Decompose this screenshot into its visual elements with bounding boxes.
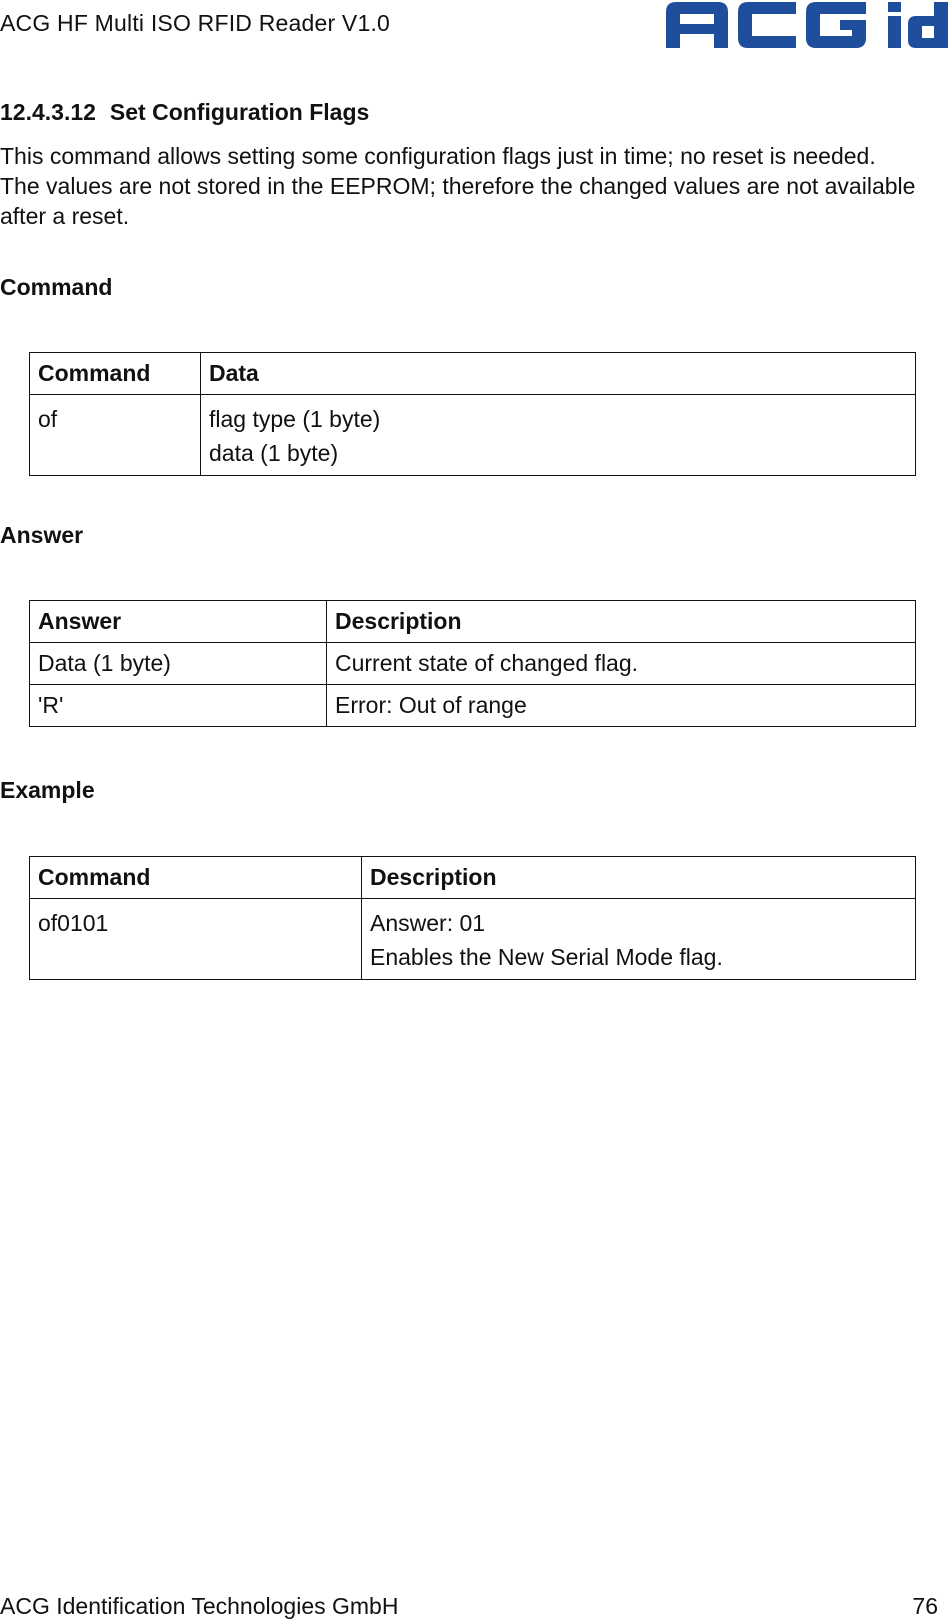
cell-text: of0101 bbox=[38, 910, 109, 936]
table-row bbox=[30, 685, 916, 727]
table-cell-data bbox=[201, 395, 916, 476]
table-cell-description bbox=[362, 899, 916, 980]
answer-subheading: Answer bbox=[0, 522, 84, 548]
column-header-description: Description bbox=[362, 857, 916, 899]
cell-text: Answer: 01 bbox=[370, 910, 486, 936]
example-subheading: Example bbox=[0, 777, 95, 803]
section-intro-paragraph: This command allows setting some configuration flags just in time; no reset is needed. The values are not stored in the EEPROM; therefore the changed values are not available after a reset. bbox=[0, 143, 916, 229]
footer-company-name: ACG Identification Technologies GmbH bbox=[0, 1593, 399, 1619]
table-header-row bbox=[30, 601, 916, 643]
document-header-title: ACG HF Multi ISO RFID Reader V1.0 bbox=[0, 10, 391, 36]
answer-table bbox=[29, 600, 916, 727]
cell-text: of bbox=[38, 406, 58, 432]
column-header-description: Description bbox=[327, 601, 916, 643]
section-number: 12.4.3.12 bbox=[0, 99, 96, 125]
table-cell-command bbox=[30, 395, 201, 476]
table-row bbox=[30, 643, 916, 685]
table-cell-answer: Data (1 byte) bbox=[30, 643, 327, 685]
command-table bbox=[29, 352, 916, 476]
table-header-row bbox=[30, 353, 916, 395]
table-cell-description: Current state of changed flag. bbox=[327, 643, 916, 685]
table-cell-answer: 'R' bbox=[30, 685, 327, 727]
table-cell-description: Error: Out of range bbox=[327, 685, 916, 727]
section-heading bbox=[0, 99, 369, 126]
command-subheading: Command bbox=[0, 274, 113, 300]
cell-text: Enables the New Serial Mode flag. bbox=[370, 944, 723, 970]
footer-page-number: 76 bbox=[912, 1593, 938, 1619]
table-row bbox=[30, 899, 916, 980]
example-table bbox=[29, 856, 916, 980]
column-header-command: Command bbox=[30, 857, 362, 899]
cell-text: flag type (1 byte) bbox=[209, 406, 381, 432]
table-cell-command bbox=[30, 899, 362, 980]
column-header-command: Command bbox=[30, 353, 201, 395]
table-header-row bbox=[30, 857, 916, 899]
acg-id-logo bbox=[666, 0, 948, 56]
table-row bbox=[30, 395, 916, 476]
column-header-answer: Answer bbox=[30, 601, 327, 643]
cell-text: data (1 byte) bbox=[209, 440, 339, 466]
column-header-data: Data bbox=[201, 353, 916, 395]
section-title: Set Configuration Flags bbox=[109, 99, 370, 125]
